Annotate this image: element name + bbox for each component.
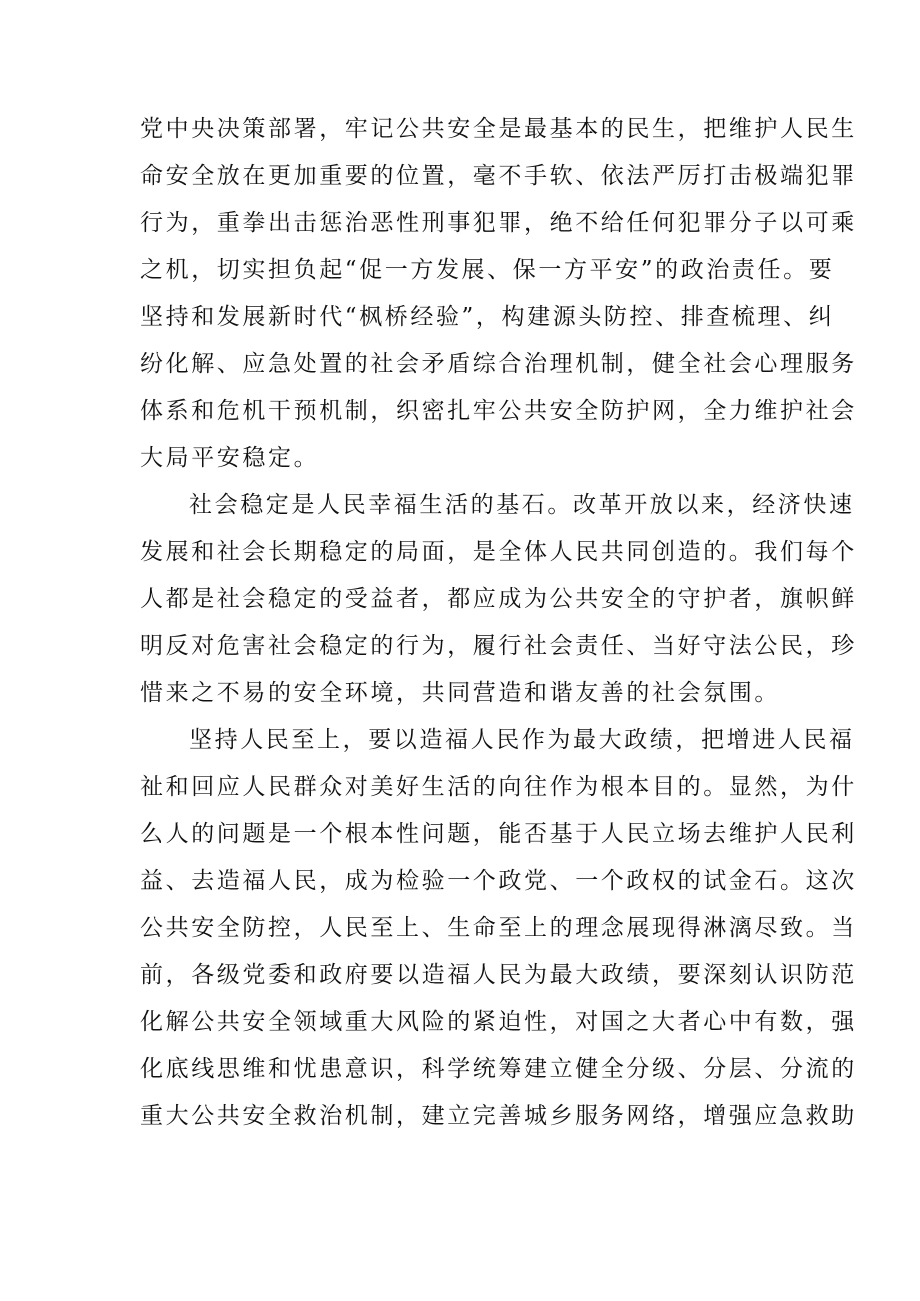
text-line: 惜来之不易的安全环境，共同营造和谐友善的社会氛围。 bbox=[140, 680, 780, 706]
text-line: 社会稳定是人民幸福生活的基石。改革开放以来，经济快速 bbox=[189, 492, 855, 518]
text-line: 明反对危害社会稳定的行为，履行社会责任、当好守法公民，珍 bbox=[140, 633, 857, 659]
text-line: 行为，重拳出击惩治恶性刑事犯罪，绝不给任何犯罪分子以可乘 bbox=[140, 210, 857, 236]
text-line: 公共安全防控，人民至上、生命至上的理念展现得淋漓尽致。当 bbox=[140, 915, 857, 941]
text-line: 体系和危机干预机制，织密扎牢公共安全防护网，全力维护社会 bbox=[140, 398, 857, 424]
text-line: 坚持和发展新时代“枫桥经验”，构建源头防控、排查梳理、纠 bbox=[140, 304, 835, 330]
text-line: 之机，切实担负起“促一方发展、保一方平安”的政治责任。要 bbox=[140, 257, 835, 283]
document-body bbox=[140, 106, 857, 1140]
text-line: 坚持人民至上，要以造福人民作为最大政绩，把增进人民福 bbox=[189, 727, 855, 753]
text-line: 纷化解、应急处置的社会矛盾综合治理机制，健全社会心理服务 bbox=[140, 351, 857, 377]
text-line: 化解公共安全领域重大风险的紧迫性，对国之大者心中有数，强 bbox=[140, 1009, 857, 1035]
text-line: 重大公共安全救治机制，建立完善城乡服务网络，增强应急救助 bbox=[140, 1103, 857, 1129]
text-line: 发展和社会长期稳定的局面，是全体人民共同创造的。我们每个 bbox=[140, 539, 857, 565]
text-line: 么人的问题是一个根本性问题，能否基于人民立场去维护人民利 bbox=[140, 821, 857, 847]
text-line: 祉和回应人民群众对美好生活的向往作为根本目的。显然，为什 bbox=[140, 774, 857, 800]
text-line: 党中央决策部署，牢记公共安全是最基本的民生，把维护人民生 bbox=[140, 116, 857, 142]
text-line: 化底线思维和忧患意识，科学统筹建立健全分级、分层、分流的 bbox=[140, 1056, 857, 1082]
text-line: 大局平安稳定。 bbox=[140, 445, 320, 471]
text-line: 命安全放在更加重要的位置，毫不手软、依法严厉打击极端犯罪 bbox=[140, 163, 857, 189]
text-line: 人都是社会稳定的受益者，都应成为公共安全的守护者，旗帜鲜 bbox=[140, 586, 857, 612]
text-line: 前，各级党委和政府要以造福人民为最大政绩，要深刻认识防范 bbox=[140, 962, 857, 988]
text-line: 益、去造福人民，成为检验一个政党、一个政权的试金石。这次 bbox=[140, 868, 857, 894]
